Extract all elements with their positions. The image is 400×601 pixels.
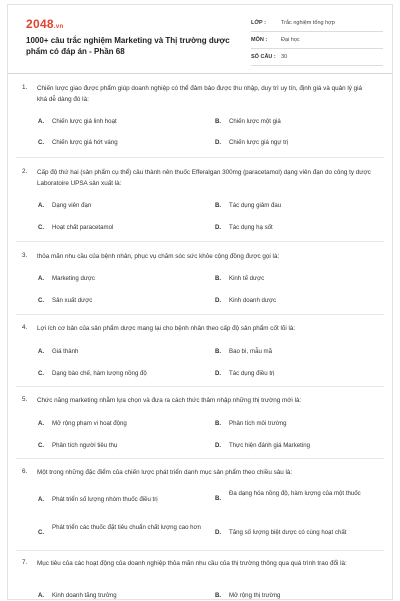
- option-letter: B.: [215, 495, 222, 502]
- option-text: Tác dụng giảm đau: [229, 202, 282, 209]
- question-text-row: [22, 558, 378, 568]
- question-text: Lợi ích cơ bản của sản phẩm dược mang lại cho bệnh nhân theo cấp độ sản phẩm cốt lõi là:: [37, 325, 296, 332]
- option-letter: D.: [215, 297, 222, 304]
- option-letter: A.: [38, 348, 45, 355]
- meta-value: Đại học: [281, 37, 300, 43]
- option-text: Sản xuất dược: [52, 297, 93, 304]
- question-number: 6.: [22, 468, 28, 475]
- option-letter: C.: [38, 442, 45, 449]
- meta-key: LỚP :: [251, 20, 266, 26]
- option-letter: C.: [38, 529, 45, 536]
- option-letter: A.: [38, 420, 45, 427]
- option-letter: C.: [38, 139, 45, 146]
- option-text: Hoạt chất paracetamol: [52, 224, 114, 231]
- option-text: Thực hiện đánh giá Marketing: [229, 442, 310, 449]
- option-letter: D.: [215, 529, 222, 536]
- option-text: Giá thành: [52, 348, 79, 355]
- meta-value: Trắc nghiệm tổng hợp: [281, 20, 335, 26]
- option-text: Tác dụng hạ sốt: [229, 224, 273, 231]
- option-letter: B.: [215, 348, 222, 355]
- option-letter: D.: [215, 139, 222, 146]
- option-text: Chiến lược giá hớt váng: [52, 139, 118, 146]
- option-letter: C.: [38, 224, 45, 231]
- question-divider: [16, 550, 384, 551]
- question-divider: [16, 386, 384, 387]
- option-letter: C.: [38, 370, 45, 377]
- option-text: Dạng viên đạn: [52, 202, 92, 209]
- option-letter: B.: [215, 275, 222, 282]
- option-text: Tác dụng điều trị: [229, 370, 275, 377]
- option-text: Mở rộng thị trường: [229, 592, 281, 599]
- question-text: Chiến lược giao được phẩm giúp doanh nghiệp có thể đảm bảo được thu nhập, duy trì uy tín, định giá và quản lý giá khá dễ dàng đó là:: [37, 85, 363, 103]
- question-number: 7.: [22, 559, 28, 566]
- logo-text: 2048: [26, 17, 54, 31]
- option-text: Kinh doanh dược: [229, 297, 277, 304]
- question-text-row: [22, 83, 378, 103]
- question-number: 1.: [22, 84, 28, 91]
- option-letter: B.: [215, 420, 222, 427]
- option-letter: D.: [215, 442, 222, 449]
- option-letter: B.: [215, 592, 222, 599]
- question-number: 2.: [22, 168, 28, 175]
- option-letter: A.: [38, 118, 45, 125]
- option-text: Chiến lược một giá: [229, 118, 281, 125]
- question-text-row: [22, 395, 378, 405]
- worksheet-page: [7, 4, 393, 600]
- question-text: thỏa mãn nhu cầu của bệnh nhân, phục vụ chăm sóc sức khỏe cộng đồng được gọi là:: [37, 253, 280, 260]
- option-letter: B.: [215, 118, 222, 125]
- meta-table: [251, 15, 383, 66]
- option-text: Phát triển số lượng nhóm thuốc điều trị: [52, 496, 158, 503]
- option-letter: C.: [38, 297, 45, 304]
- site-logo[interactable]: [26, 17, 63, 31]
- question-text-row: [22, 251, 378, 261]
- logo-tld: .vn: [53, 24, 64, 30]
- meta-row-class: [251, 15, 383, 32]
- question-number: 5.: [22, 396, 28, 403]
- question-text: Cấp độ thứ hai (sản phẩm cụ thể) câu thành nên thuốc Efferalgan 300mg (paracetamol) dạng viên đạn do công ty dược Laboratoire UPSA sản xuất là:: [37, 169, 371, 187]
- meta-key: SỐ CÂU :: [251, 54, 276, 60]
- option-text: Marketing dược: [52, 275, 95, 282]
- option-text: Phân tích người tiêu thụ: [52, 442, 118, 449]
- question-divider: [16, 241, 384, 242]
- question-divider: [16, 157, 384, 158]
- option-letter: A.: [38, 496, 45, 503]
- question-number: 3.: [22, 252, 28, 259]
- question-text-row: [22, 467, 378, 477]
- question-text: Mục tiêu của các hoạt động của doanh nghiệp thỏa mãn nhu cầu của thị trường thông qua quá trình trao đổi là:: [37, 560, 347, 567]
- meta-value: 30: [281, 54, 288, 60]
- question-text-row: [22, 167, 378, 187]
- option-text: Kinh doanh tăng trưởng: [52, 592, 117, 599]
- question-text: Chức năng marketing nhằm lựa chọn và đưa ra cách thức thâm nhập những thị trường mới là:: [37, 397, 302, 404]
- worksheet-header: [8, 5, 392, 71]
- option-text: Phân tích môi trường: [229, 420, 287, 427]
- option-text: Tăng số lượng biệt dược có cùng hoạt chất: [229, 529, 347, 536]
- option-letter: D.: [215, 370, 222, 377]
- option-text: Phát triển các thuốc đặt tiêu chuẩn chất lượng cao hơn: [52, 524, 201, 531]
- meta-row-count: [251, 49, 383, 66]
- option-text: Mở rộng phạm vi hoạt động: [52, 420, 127, 427]
- question-divider: [16, 458, 384, 459]
- header-divider: [8, 73, 392, 74]
- question-divider: [16, 314, 384, 315]
- option-text: Kinh tế dược: [229, 275, 265, 282]
- question-text: Một trong những đặc điểm của chiến lược phát triển danh mục sản phẩm theo chiều sâu là:: [37, 469, 293, 476]
- option-letter: A.: [38, 592, 45, 599]
- option-letter: D.: [215, 224, 222, 231]
- page-title: 1000+ câu trắc nghiệm Marketing và Thị trường dược phẩm có đáp án - Phần 68: [26, 36, 230, 56]
- meta-row-subject: [251, 32, 383, 49]
- meta-key: MÔN :: [251, 37, 268, 43]
- option-letter: A.: [38, 202, 45, 209]
- question-text-row: [22, 323, 378, 333]
- option-text: Dạng bào chế, hàm lượng nồng độ: [52, 370, 147, 377]
- option-text: Chiến lược giá ngự trị: [229, 139, 289, 146]
- option-text: Đa dạng hóa nồng độ, hàm lượng của một thuốc: [229, 490, 361, 497]
- question-number: 4.: [22, 324, 28, 331]
- option-text: Chiến lược giá linh hoạt: [52, 118, 117, 125]
- option-letter: A.: [38, 275, 45, 282]
- option-letter: B.: [215, 202, 222, 209]
- option-text: Bao bì, mẫu mã: [229, 348, 273, 355]
